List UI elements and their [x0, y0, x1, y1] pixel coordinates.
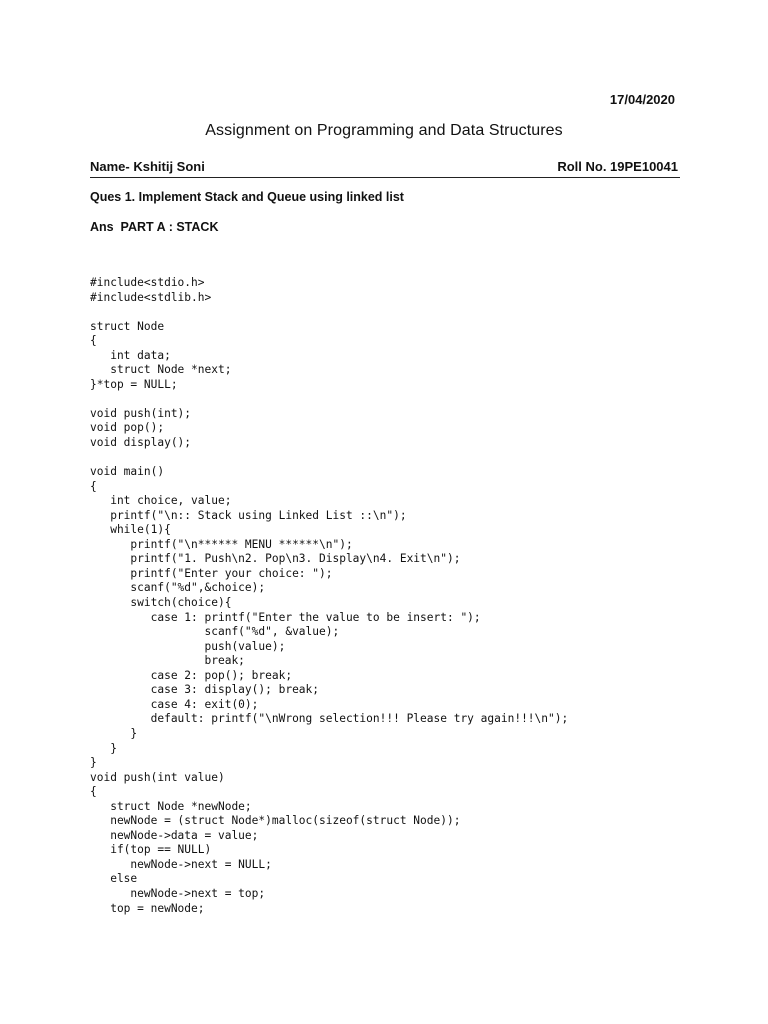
code-line: newNode->data = value; — [90, 828, 259, 842]
code-line: printf("1. Push\n2. Pop\n3. Display\n4. Exit\n"); — [90, 552, 461, 566]
code-line: #include<stdlib.h> — [90, 290, 212, 304]
date: 17/04/2020 — [609, 92, 675, 107]
code-line: if(top == NULL) — [90, 843, 212, 857]
code-line: struct Node — [90, 319, 165, 333]
code-line: scanf("%d", &value); — [90, 625, 340, 639]
code-line: void display(); — [90, 436, 192, 450]
code-line: newNode->next = NULL; — [90, 857, 272, 871]
code-line: newNode = (struct Node*)malloc(sizeof(struct Node)); — [90, 814, 461, 828]
code-line: { — [90, 479, 97, 493]
code-line: case 2: pop(); break; — [90, 668, 293, 682]
code-line: else — [90, 872, 138, 886]
student-name: Name- Kshitij Soni — [90, 159, 205, 174]
code-line: scanf("%d",&choice); — [90, 581, 266, 595]
code-line: default: printf("\nWrong selection!!! Please try again!!!\n"); — [90, 712, 569, 726]
code-line: break; — [90, 654, 245, 668]
code-line: #include<stdio.h> — [90, 276, 205, 289]
code-line: top = newNode; — [90, 901, 205, 915]
code-line: printf("Enter your choice: "); — [90, 566, 333, 580]
code-line: int choice, value; — [90, 494, 232, 508]
code-line: void push(int value) — [90, 770, 225, 784]
code-line — [90, 305, 568, 320]
code-line: int data; — [90, 348, 171, 362]
code-line: printf("\n:: Stack using Linked List ::\n"); — [90, 508, 407, 522]
student-info-row — [90, 157, 680, 178]
code-line: void main() — [90, 465, 165, 479]
code-line: push(value); — [90, 639, 286, 653]
code-line: { — [90, 334, 97, 348]
code-line — [90, 392, 568, 407]
answer-heading: Ans PART A : STACK — [90, 220, 219, 234]
roll-number: Roll No. 19PE10041 — [557, 159, 678, 174]
code-line: } — [90, 741, 117, 755]
code-line: { — [90, 785, 97, 799]
code-line: void push(int); — [90, 406, 192, 420]
document-title: Assignment on Programming and Data Structures — [205, 122, 563, 139]
code-line: struct Node *next; — [90, 363, 232, 377]
code-line: while(1){ — [90, 523, 171, 537]
code-line: } — [90, 726, 138, 740]
code-line: struct Node *newNode; — [90, 799, 252, 813]
code-line: switch(choice){ — [90, 596, 232, 610]
code-line: void pop(); — [90, 421, 165, 435]
code-line: case 1: printf("Enter the value to be insert: "); — [90, 610, 481, 624]
code-line — [90, 451, 568, 466]
code-line: }*top = NULL; — [90, 377, 178, 391]
code-line: case 4: exit(0); — [90, 697, 259, 711]
code-line: newNode->next = top; — [90, 886, 266, 900]
code-block — [90, 276, 568, 916]
code-line: } — [90, 756, 97, 770]
code-line: printf("\n****** MENU ******\n"); — [90, 537, 353, 551]
code-line: case 3: display(); break; — [90, 683, 320, 697]
question-text: Ques 1. Implement Stack and Queue using linked list — [90, 190, 404, 204]
